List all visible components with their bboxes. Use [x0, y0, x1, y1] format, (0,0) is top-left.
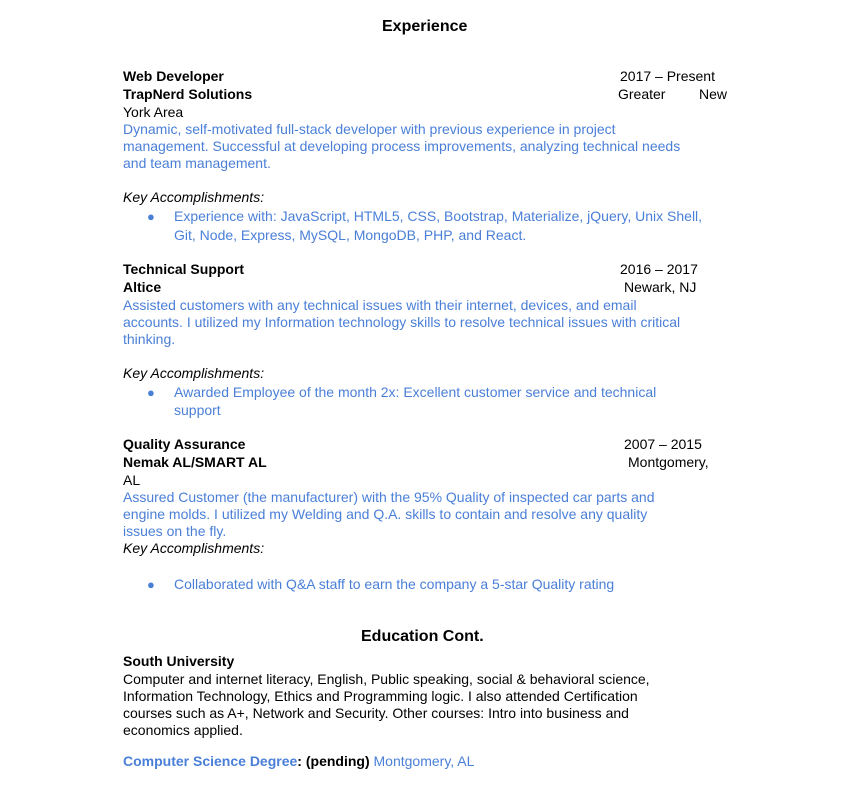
- job-location: AL: [123, 472, 141, 488]
- accomplishment-item: Awarded Employee of the month 2x: Excellent customer service and technical: [174, 384, 657, 400]
- education-description: Information Technology, Ethics and Programming logic. I also attended Certification: [123, 688, 638, 704]
- job-description: Dynamic, self-motivated full-stack developer with previous experience in project: [123, 121, 616, 137]
- degree-name: Computer Science Degree: [123, 753, 298, 769]
- company-name: Nemak AL/SMART AL: [123, 454, 267, 470]
- job-title: Technical Support: [123, 261, 245, 277]
- job-description: issues on the fly.: [123, 523, 227, 539]
- degree-line: [123, 753, 474, 770]
- job-description: Assisted customers with any technical issues with their internet, devices, and email: [123, 297, 637, 313]
- education-heading: Education Cont.: [361, 628, 484, 645]
- job-dates: 2007 – 2015: [624, 436, 702, 452]
- job-description: Assured Customer (the manufacturer) with the 95% Quality of inspected car parts and: [123, 489, 655, 505]
- job-location: Montgomery,: [628, 454, 709, 470]
- accomplishment-item: Git, Node, Express, MySQL, MongoDB, PHP, and React.: [174, 227, 527, 243]
- accomplishments-label: Key Accomplishments:: [123, 540, 265, 556]
- degree-status: (pending): [301, 753, 370, 769]
- education-description: economics applied.: [123, 722, 243, 738]
- job-dates: 2017 – Present: [620, 68, 715, 84]
- experience-heading: Experience: [382, 18, 468, 35]
- job-location: New: [699, 86, 728, 102]
- company-name: Altice: [123, 279, 162, 295]
- bullet-icon: ●: [147, 385, 155, 400]
- accomplishments-label: Key Accomplishments:: [123, 189, 265, 205]
- school-name: South University: [123, 653, 235, 669]
- job-description: thinking.: [123, 331, 176, 347]
- education-description: courses such as A+, Network and Security. Other courses: Intro into business and: [123, 705, 629, 721]
- education-description: Computer and internet literacy, English, Public speaking, social & behavioral science,: [123, 671, 650, 687]
- job-location: Newark, NJ: [624, 279, 697, 295]
- degree-location: Montgomery, AL: [369, 753, 475, 769]
- job-description: and team management.: [123, 155, 271, 171]
- company-name: TrapNerd Solutions: [123, 86, 253, 102]
- job-description: engine molds. I utilized my Welding and Q.A. skills to contain and resolve any quality: [123, 506, 648, 522]
- accomplishments-label: Key Accomplishments:: [123, 365, 265, 381]
- job-location: York Area: [123, 104, 184, 120]
- job-title: Web Developer: [123, 68, 224, 84]
- degree-separator: :: [297, 753, 302, 769]
- job-description: accounts. I utilized my Information technology skills to resolve technical issues with critical: [123, 314, 681, 330]
- bullet-icon: ●: [147, 577, 155, 592]
- job-title: Quality Assurance: [123, 436, 246, 452]
- job-dates: 2016 – 2017: [620, 261, 698, 277]
- accomplishment-item: Collaborated with Q&A staff to earn the company a 5-star Quality rating: [174, 576, 615, 592]
- accomplishment-item: Experience with: JavaScript, HTML5, CSS, Bootstrap, Materialize, jQuery, Unix Shell,: [174, 208, 703, 224]
- bullet-icon: ●: [147, 209, 155, 224]
- accomplishment-item: support: [174, 402, 221, 418]
- job-description: management. Successful at developing process improvements, analyzing technical needs: [123, 138, 681, 154]
- job-location: Greater: [618, 86, 666, 102]
